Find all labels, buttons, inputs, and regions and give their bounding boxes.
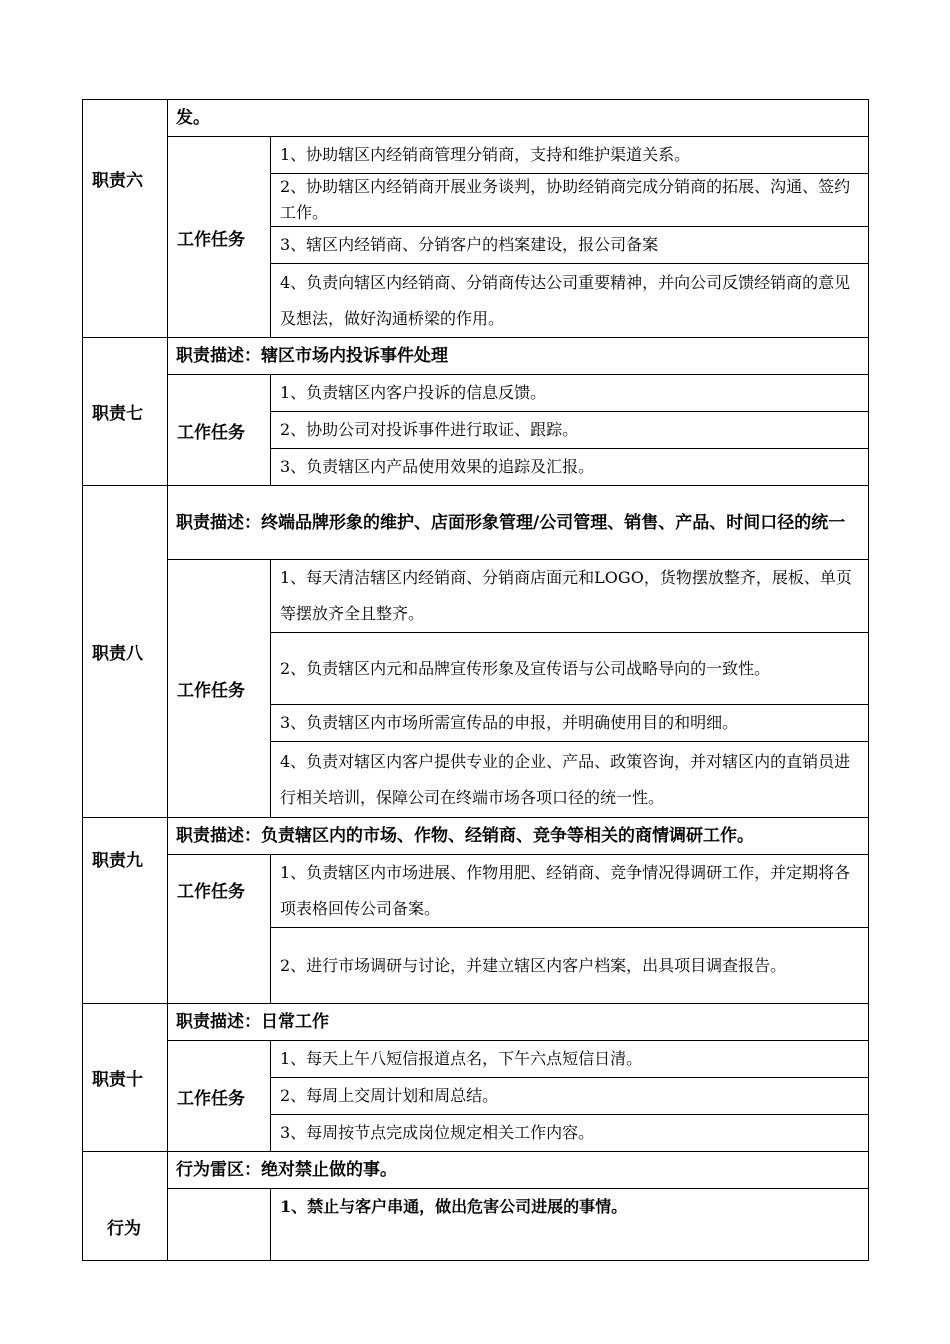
duty-8-task-4: 4、负责对辖区内客户提供专业的企业、产品、政策咨询，并对辖区内的直销员进行相关培训，保障公司在终端市场各项口径的统一性。 [271,742,869,818]
duty-7-description: 职责描述：辖区市场内投诉事件处理 [168,338,869,375]
duty-10-task-3: 3、每周按节点完成岗位规定相关工作内容。 [271,1115,869,1152]
duty-6-task-4: 4、负责向辖区内经销商、分销商传达公司重要精神，并向公司反馈经销商的意见及想法，做好沟通桥梁的作用。 [271,264,869,338]
duty-8-task-1: 1、每天清洁辖区内经销商、分销商店面元和LOGO，货物摆放整齐，展板、单页等摆放齐全且整齐。 [271,560,869,633]
duty-10-description: 职责描述：日常工作 [168,1004,869,1041]
behavior-item-1: 1、禁止与客户串通，做出危害公司进展的事情。 [271,1189,869,1261]
duty-7-task-1: 1、负责辖区内客户投诉的信息反馈。 [271,375,869,412]
duty-6-task-2: 2、协助辖区内经销商开展业务谈判，协助经销商完成分销商的拓展、沟通、签约工作。 [271,174,869,227]
behavior-task-label-empty [168,1189,271,1261]
duty-8-task-2: 2、负责辖区内元和品牌宣传形象及宣传语与公司战略导向的一致性。 [271,633,869,705]
duty-7-task-3: 3、负责辖区内产品使用效果的追踪及汇报。 [271,449,869,486]
duty-7-task-label: 工作任务 [168,375,271,486]
duty-7-label: 职责七 [83,338,168,486]
duty-9-label: 职责九 [83,818,168,1004]
duty-10-task-1: 1、每天上午八短信报道点名，下午六点短信日清。 [271,1041,869,1078]
duty-8-task-label: 工作任务 [168,560,271,818]
duty-9-task-2: 2、进行市场调研与讨论，并建立辖区内客户档案，出具项目调查报告。 [271,928,869,1004]
duty-6-description: 发。 [168,100,869,137]
duty-10-task-2: 2、每周上交周计划和周总结。 [271,1078,869,1115]
behavior-description: 行为雷区：绝对禁止做的事。 [168,1152,869,1189]
duty-8-label: 职责八 [83,486,168,818]
duty-10-label: 职责十 [83,1004,168,1152]
duty-6-task-1: 1、协助辖区内经销商管理分销商，支持和维护渠道关系。 [271,137,869,174]
duty-6-label: 职责六 [83,100,168,338]
behavior-label: 行为 [83,1152,168,1261]
duty-9-description: 职责描述：负责辖区内的市场、作物、经销商、竞争等相关的商情调研工作。 [168,818,869,855]
duty-6-task-label: 工作任务 [168,137,271,338]
duty-7-task-2: 2、协助公司对投诉事件进行取证、跟踪。 [271,412,869,449]
responsibility-table [82,99,869,1261]
duty-6-task-3: 3、辖区内经销商、分销客户的档案建设，报公司备案 [271,227,869,264]
duty-9-task-1: 1、负责辖区内市场进展、作物用肥、经销商、竞争情况得调研工作，并定期将各项表格回传公司备案。 [271,855,869,928]
duty-10-task-label: 工作任务 [168,1041,271,1152]
duty-8-description: 职责描述：终端品牌形象的维护、店面形象管理/公司管理、销售、产品、时间口径的统一 [168,486,869,560]
duty-8-task-3: 3、负责辖区内市场所需宣传品的申报，并明确使用目的和明细。 [271,705,869,742]
duty-9-task-label: 工作任务 [168,855,271,1004]
